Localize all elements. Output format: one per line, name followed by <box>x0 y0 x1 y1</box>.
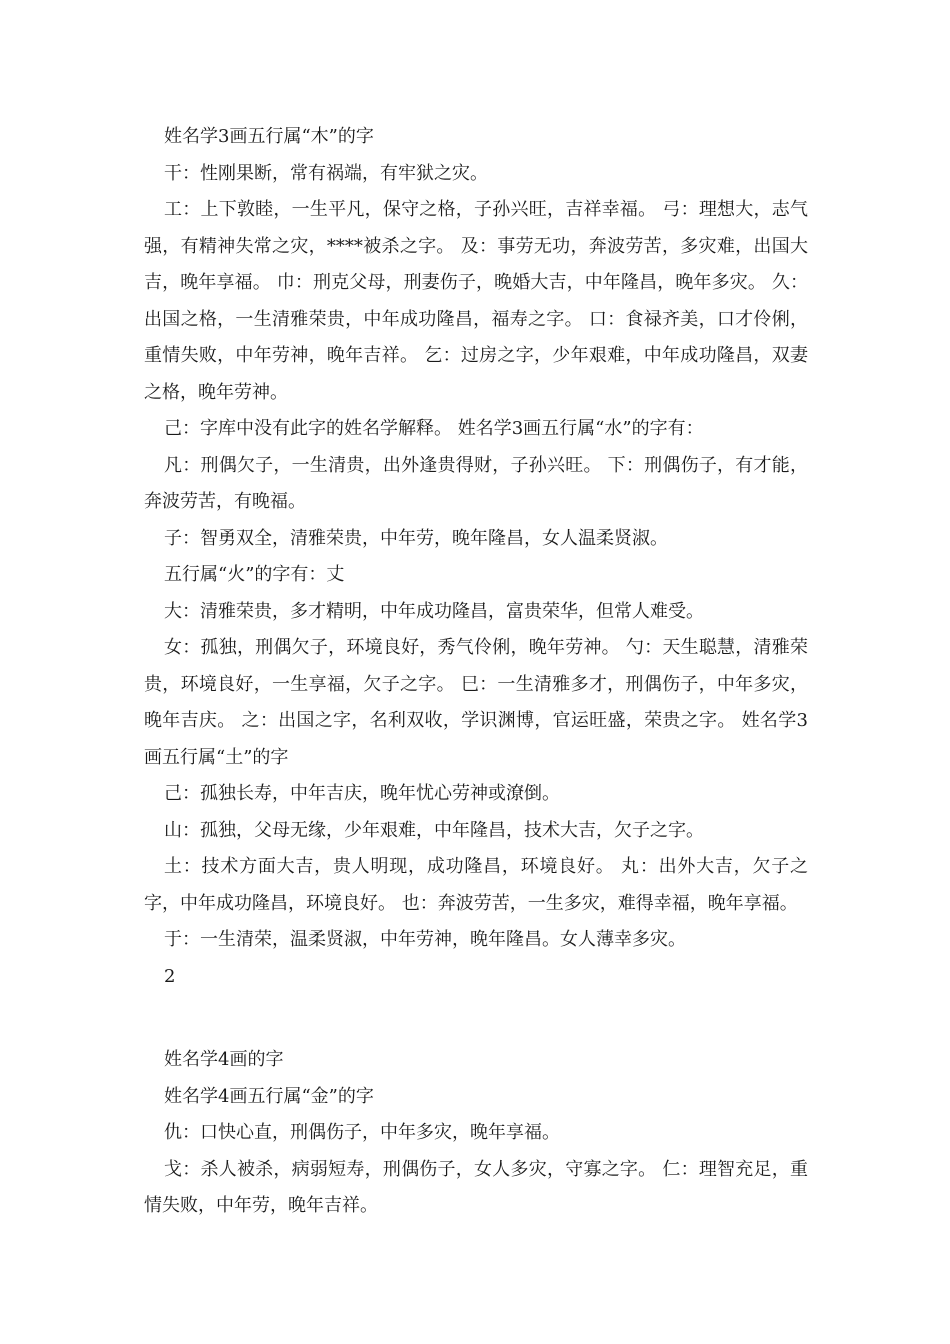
paragraph: 干：性刚果断，常有祸端，有牢狱之灾。 <box>164 162 488 184</box>
paragraph: 戈：杀人被杀，病弱短寿，刑偶伤子，女人多灾，守寡之字。 仁：理智充足，重情失败，中年劳，晚年吉祥。 <box>144 1158 808 1216</box>
paragraph: 己：孤独长寿，中年吉庆，晚年忧心劳神或潦倒。 <box>164 783 560 804</box>
document-body <box>144 119 808 1225</box>
page-number: 2 <box>164 965 176 987</box>
section-heading-3-strokes-wood: 姓名学3画五行属“木”的字 <box>164 126 374 147</box>
paragraph: 土：技术方面大吉，贵人明现，成功隆昌，环境良好。 丸：出外大吉，欠子之字，中年成功隆昌，环境良好。 也：奔波劳苦，一生多灾，难得幸福，晚年享福。 <box>144 856 808 914</box>
section-heading-4-strokes-metal: 姓名学4画五行属“金”的字 <box>164 1085 374 1107</box>
paragraph: 于：一生清荣，温柔贤淑，中年劳神，晚年隆昌。女人薄幸多灾。 <box>164 929 686 950</box>
paragraph: 凡：刑偶欠子，一生清贵，出外逢贵得财，子孙兴旺。 下：刑偶伤子，有才能，奔波劳苦，有晚福。 <box>144 454 808 512</box>
paragraph: 子：智勇双全，清雅荣贵，中年劳，晚年隆昌，女人温柔贤淑。 <box>164 527 668 549</box>
paragraph: 山：孤独，父母无缘，少年艰难，中年隆昌，技术大吉，欠子之字。 <box>164 819 704 841</box>
paragraph: 五行属“火”的字有：丈 <box>164 564 345 585</box>
paragraph: 仇：口快心直，刑偶伤子，中年多灾，晚年享福。 <box>164 1122 560 1143</box>
section-heading-4-strokes: 姓名学4画的字 <box>164 1049 284 1070</box>
section-spacer <box>144 995 808 1042</box>
paragraph: 工：上下敦睦，一生平凡，保守之格，子孙兴旺，吉祥幸福。 弓：理想大，志气强，有精神失常之灾，****被杀之字。 及：事劳无功，奔波劳苦，多灾难，出国大吉，晚年享福。 巾：刑克父母，刑妻伤子，晚婚大吉，中年隆昌，晚年多灾。 久：出国之格，一生清雅荣贵，中年成功隆昌，福寿之字。 口：食禄齐美，口才伶俐，重情失败，中年劳神，晚年吉祥。 乞：过房之字，少年艰难，中年成功隆昌，双妻之格，晚年劳神。 <box>144 199 808 403</box>
paragraph: 己：字库中没有此字的姓名学解释。 姓名学3画五行属“水”的字有： <box>164 418 704 439</box>
paragraph: 大：清雅荣贵，多才精明，中年成功隆昌，富贵荣华，但常人难受。 <box>164 600 704 622</box>
paragraph: 女：孤独，刑偶欠子，环境良好，秀气伶俐，晚年劳神。 勺：天生聪慧，清雅荣贵，环境良好，一生享福，欠子之字。 巳：一生清雅多才，刑偶伤子，中年多灾，晚年吉庆。 之：出国之字，名利双收，学识渊博，官运旺盛，荣贵之字。 姓名学3画五行属“土”的字 <box>144 637 808 768</box>
